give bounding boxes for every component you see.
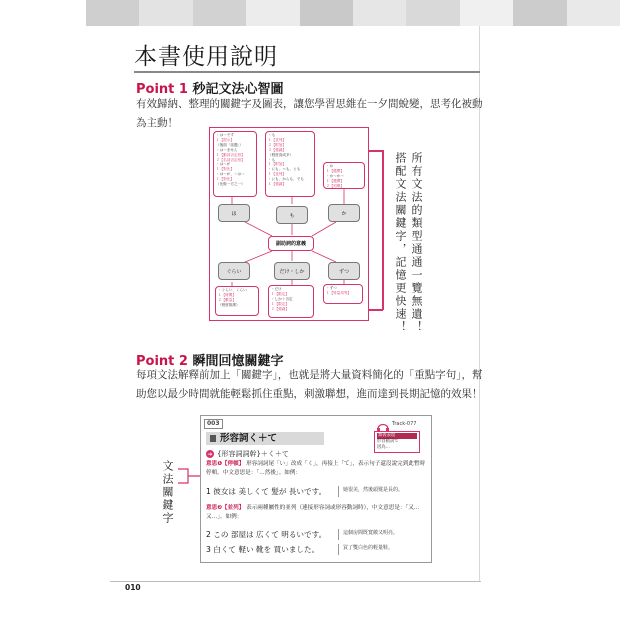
strip-segment (139, 0, 192, 26)
bubble-line: ２【附加】 (268, 142, 286, 147)
strip-segment (246, 0, 299, 26)
bubble-line: １【強調】 (268, 182, 286, 187)
side-note-col2: 搭配文法關鍵字，記憶更快速！ (394, 152, 407, 334)
bubble-line: ２【名詞否定形】 (216, 157, 245, 162)
node-mo: も (276, 206, 308, 224)
meaning-2-text: 表示兩種屬性的並列（連接形容詞或形容動詞時），中文意思是：「又…又…」。如例： (206, 505, 420, 520)
meaning-2 (206, 504, 428, 522)
bubble-line: ・か～か～ (326, 173, 344, 178)
node-ka: か (328, 204, 360, 222)
bubble-line: ２【列舉】 (326, 183, 344, 188)
bubble-line: １【對比】 (216, 167, 234, 172)
example-2-jp: 2 この 部屋は 広くて 明るいです。 (206, 530, 327, 539)
bubble-line: ・にも、からも、でも (268, 177, 304, 182)
bubble-line: （後面「話題」） (216, 142, 243, 147)
strip-segment (567, 0, 620, 26)
page-number: 010 (125, 583, 141, 592)
similar-expression-meaning: 因為… (377, 445, 390, 450)
bubble-line: ３【強調】 (268, 147, 286, 152)
bubble-line: １【動詞否定形】 (216, 152, 245, 157)
bubble-line: ・は～が、～は～ (216, 172, 245, 177)
point1-description: 有效歸納、整理的關鍵字及圖表，讓您學習思維在一夕間蛻變，思考化被動為主動！ (136, 98, 483, 129)
example-divider (338, 486, 339, 497)
similar-expression-tag: 類義表現 (377, 433, 417, 439)
bubble-line: １【選擇】 (326, 178, 344, 183)
meaning-1-text: 形容詞詞尾「い」改成「く」，再接上「て」，表示句子還沒說完到此暫時停頓。中文意思是：「…然後」。如例： (206, 461, 426, 476)
bubble-line: ・ずつ (326, 286, 337, 290)
node-wa: は (218, 204, 250, 222)
grammar-title-bar (206, 432, 324, 445)
example-1-jp: 1 彼女は 美しくて 髪が 長いです。 (206, 487, 327, 496)
meaning-2-tag: 意思❷【並列】 (206, 505, 245, 511)
strip-segment (353, 0, 406, 26)
point2-description: 每項文法解釋前加上「關鍵字」，也就是將大量資料簡化的「重點字句」，幫助您以最少時間就能輕鬆抓住重點，刺激聯想，進而達到長期記憶的效果！ (136, 369, 483, 400)
side-label-keyword: 文法關鍵字 (161, 460, 174, 525)
bubble-line: １【附加】 (268, 162, 286, 167)
header-color-strip (86, 0, 620, 26)
bubble-line: ・ぐらい、くらい (218, 288, 247, 292)
title-marker-icon (210, 435, 216, 442)
example-1-zh: 她很美，然後頭髮是長的。 (343, 487, 404, 493)
grammar-pattern-row (206, 449, 289, 459)
bubble-line: １【限定】 (271, 301, 289, 306)
bubble-line: １【並列】 (268, 137, 286, 142)
node-zutsu: ずつ (328, 262, 360, 280)
entry-number: 003 (204, 419, 223, 429)
bubble-line: １【時間】 (218, 292, 236, 297)
bracket-top (369, 150, 383, 152)
title-underline (134, 71, 480, 73)
arrow-right-icon: ➔ (207, 450, 213, 458)
point1-title: 秒記文法心智圖 (192, 82, 284, 97)
bubble-dake-shika (268, 285, 314, 318)
bubble-line: ・だけ (271, 287, 282, 291)
point2-title: 瞬間回憶關鍵字 (192, 354, 284, 369)
track-panel (372, 421, 428, 459)
page-title: 本書使用說明 (134, 44, 278, 70)
bubble-mo (265, 131, 315, 197)
point1-label: Point 1 (136, 82, 188, 97)
bubble-line: ・か (326, 164, 334, 168)
example-divider (338, 529, 339, 540)
mind-map-diagram (209, 127, 369, 321)
bubble-line: ・にも、へも、とも (268, 167, 301, 172)
similar-expression-box (374, 431, 420, 453)
bubble-line: １【提示】 (216, 137, 234, 142)
bubble-line: ２【強調】 (271, 306, 289, 311)
example-divider (338, 544, 339, 555)
strip-segment (300, 0, 353, 26)
node-dake-shika: だけ・しか (274, 262, 310, 280)
strip-segment (513, 0, 566, 26)
point2-label: Point 2 (136, 354, 188, 369)
bubble-line: １【等量均等】 (326, 290, 352, 295)
strip-segment (406, 0, 459, 26)
grammar-pattern: {形容詞詞幹}＋く＋て (217, 450, 289, 458)
bubble-line: １【選擇】 (326, 168, 344, 173)
node-center: 副助詞的意義 (268, 236, 314, 251)
bubble-zutsu (323, 284, 363, 304)
bubble-line: ・も (268, 157, 276, 162)
bubble-line: （程度推測） (218, 302, 240, 307)
node-gurai: ぐらい (218, 262, 250, 280)
strip-segment (460, 0, 513, 26)
strip-segment (86, 0, 139, 26)
sample-grammar-card (200, 415, 432, 563)
bubble-line: （程度高或多） (268, 152, 294, 157)
example-3-zh: 買了雙白色的輕量鞋。 (343, 545, 394, 551)
example-2 (206, 529, 428, 540)
page-frame-bottom (110, 581, 481, 582)
bubble-line: ・も (268, 133, 276, 137)
side-note-col1: 所有文法的類型通通一覽無遺！ (410, 152, 423, 334)
bubble-line: １【並列】 (268, 172, 286, 177)
example-2-zh: 這個房間既寬敞又明亮。 (343, 530, 399, 536)
bubble-gurai (215, 286, 259, 316)
example-1 (206, 486, 428, 497)
meaning-1 (206, 460, 428, 478)
bubble-line: ・は～が (216, 162, 231, 167)
bubble-line: ・しか＋否定 (271, 296, 293, 301)
example-3-jp: 3 白くて 軽い 靴を 買いました。 (206, 545, 320, 554)
bubble-line: １【限定】 (271, 291, 289, 296)
example-3 (206, 544, 428, 555)
bubble-line: １【對比】 (216, 177, 234, 182)
bracket-vertical (382, 150, 384, 310)
strip-segment (193, 0, 246, 26)
track-number: Track-077 (392, 421, 417, 427)
bubble-wa (213, 131, 257, 197)
grammar-title: 形容詞く＋て (220, 433, 278, 444)
bubble-line: ２【數量】 (218, 297, 236, 302)
similar-expression: 形容動詞で (377, 439, 399, 444)
bubble-ka (323, 162, 365, 189)
meaning-1-tag: 意思❶【停頓】 (206, 461, 245, 467)
bubble-line: ・は～ません (216, 147, 238, 152)
bubble-line: （比較一方之一） (216, 182, 245, 187)
bracket-bottom (369, 309, 383, 311)
bubble-line: ・は～です (216, 133, 234, 137)
